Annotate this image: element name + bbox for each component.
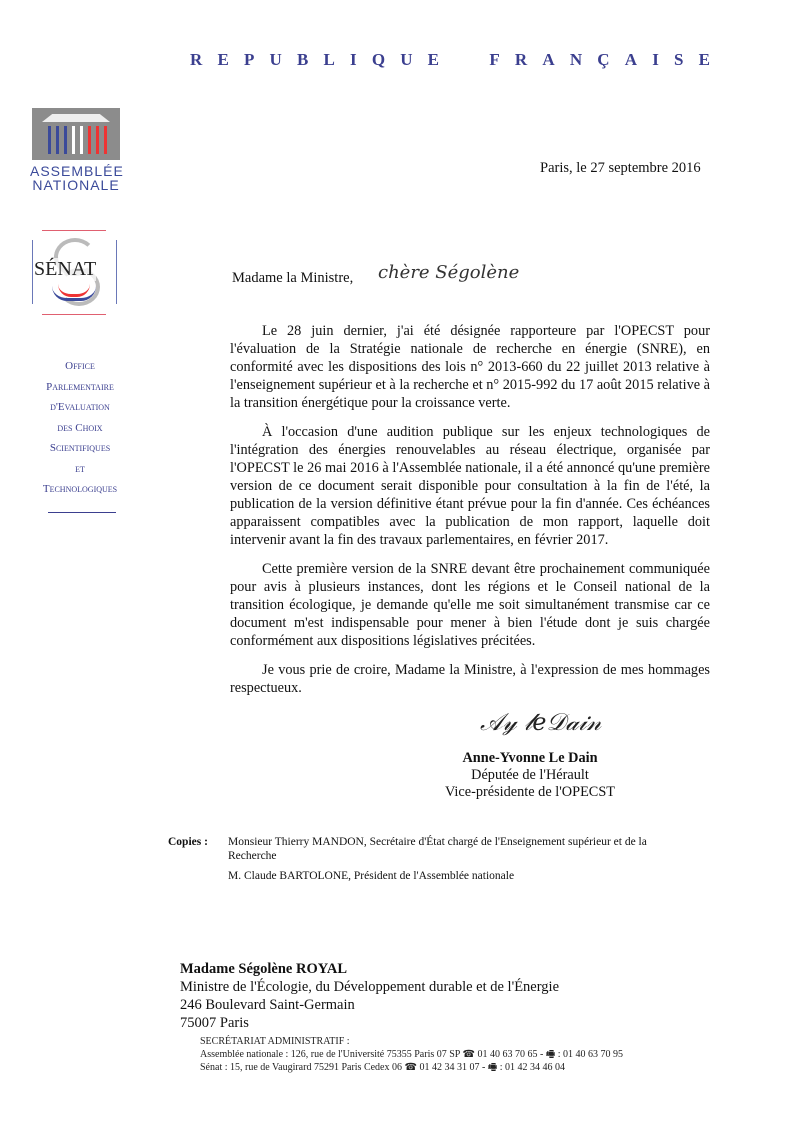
copies-label: Copies :: [168, 836, 208, 848]
header-letter: F: [489, 50, 500, 69]
header-letter: U: [269, 50, 282, 69]
assemblee-building-icon: [32, 108, 120, 160]
footer: [200, 1035, 623, 1074]
signer-block: [430, 750, 630, 801]
paragraph: Cette première version de la SNRE devant être prochainement communiquée pour avis à plusieurs instances, dont les régions et le Conseil national de la transition écologique, je demande qu'elle me soit simultanément transmise car ce document m'est indispensable pour mener à bien l'étude dont je suis chargée conformément aux dispositions législatives précitées.: [230, 561, 710, 649]
address-line: 75007 Paris: [180, 1015, 249, 1031]
header-letter: B: [296, 50, 309, 69]
address-line: 246 Boulevard Saint-Germain: [180, 997, 355, 1013]
header-letter: S: [673, 50, 684, 69]
office-line: des Choix: [57, 421, 103, 434]
copy-recipient: M. Claude BARTOLONE, Président de l'Assemblée nationale: [228, 870, 515, 882]
office-line: d'Evaluation: [50, 401, 110, 413]
senat-logo: [30, 228, 118, 316]
letter-date: Paris, le 27 septembre 2016: [540, 160, 701, 176]
header-letter: Ç: [597, 50, 610, 69]
address-line: Ministre de l'Écologie, du Développement durable et de l'Énergie: [180, 979, 560, 995]
header-letter: R: [190, 50, 203, 69]
header-letter: Q: [371, 50, 386, 69]
office-line: Scientifiques: [49, 442, 111, 454]
header-letter: U: [400, 50, 413, 69]
divider: [48, 512, 116, 513]
handwritten-signature: 𝒜𝓎 𝓁𝑒𝒟𝒶𝒾𝓃: [480, 708, 602, 736]
republique-francaise-header: [190, 50, 710, 70]
office-line: Office: [65, 360, 95, 372]
header-letter: A: [542, 50, 555, 69]
handwritten-salutation: chère Ségolène: [378, 262, 520, 283]
paragraph: Le 28 juin dernier, j'ai été désignée rapporteure par l'OPECST pour l'évaluation de la Stratégie nationale de recherche en énergie (SNRE), en conformité avec les dispositions des lois n° 2013-660 du 22 juillet 2013 relative à l'enseignement supérieur et à la recherche et n° 2015-992 du 17 août 2015 relative à la transition énergétique pour la croissance verte.: [230, 323, 710, 411]
assemblee-nationale-logo: [30, 108, 122, 192]
office-line: Technologiques: [42, 483, 118, 495]
header-letter: E: [427, 50, 440, 69]
paragraph: Je vous prie de croire, Madame la Ministre, à l'expression de mes hommages respectueux.: [230, 662, 710, 696]
header-letter: A: [624, 50, 638, 69]
paragraph: À l'occasion d'une audition publique sur les enjeux technologiques de l'intégration des énergies renouvelables au réseau électrique, organisée par l'OPECST le 26 mai 2016 à l'Assemblée nationale, il a été annoncé qu'une première version de ce document serait disponible pour consultation à la fin de l'été, la publication de la version définitive étant prévue pour la fin d'année. Ces échéances apparaissent compatibles avec la publication de mon rapport, laquelle doit intervenir avant la fin des travaux parlementaires, en février 2017.: [230, 424, 710, 548]
letter-body: [230, 322, 710, 708]
copy-recipient: Monsieur Thierry MANDON, Secrétaire d'État chargé de l'Enseignement supérieur et de la Recherche: [228, 836, 647, 862]
header-letter: E: [217, 50, 229, 69]
office-name: [20, 356, 140, 500]
header-letter: I: [350, 50, 357, 69]
signer-title: Députée de l'Hérault: [471, 767, 589, 783]
footer-title: SECRÉTARIAT ADMINISTRATIF :: [200, 1036, 350, 1047]
logo-text: NATIONALE: [32, 177, 120, 193]
header-letter: L: [323, 50, 335, 69]
office-line: Parlementaire: [46, 380, 114, 393]
signer-title: Vice-présidente de l'OPECST: [444, 784, 616, 800]
logo-text: ASSEMBLÉE: [30, 163, 124, 179]
copies-block: [168, 835, 648, 883]
recipient-address: [180, 960, 559, 1032]
header-letter: P: [243, 50, 255, 69]
footer-line: Sénat : 15, rue de Vaugirard 75291 Paris Cedex 06 ☎ 01 42 34 31 07 - 🖷 : 01 42 34 46 04: [200, 1062, 566, 1073]
salutation: Madame la Ministre,: [232, 270, 354, 286]
logo-text: SÉNAT: [34, 258, 97, 280]
office-line: et: [75, 462, 85, 475]
footer-line: Assemblée nationale : 126, rue de l'Université 75355 Paris 07 SP ☎ 01 40 63 70 65 - 🖷 : 01 40 63 70 95: [200, 1049, 624, 1060]
recipient-name: Madame Ségolène ROYAL: [180, 961, 348, 977]
header-letter: R: [514, 50, 528, 69]
signer-name: Anne-Yvonne Le Dain: [462, 750, 598, 766]
header-letter: N: [569, 50, 583, 69]
header-letter: E: [698, 50, 710, 69]
header-letter: I: [652, 50, 659, 69]
